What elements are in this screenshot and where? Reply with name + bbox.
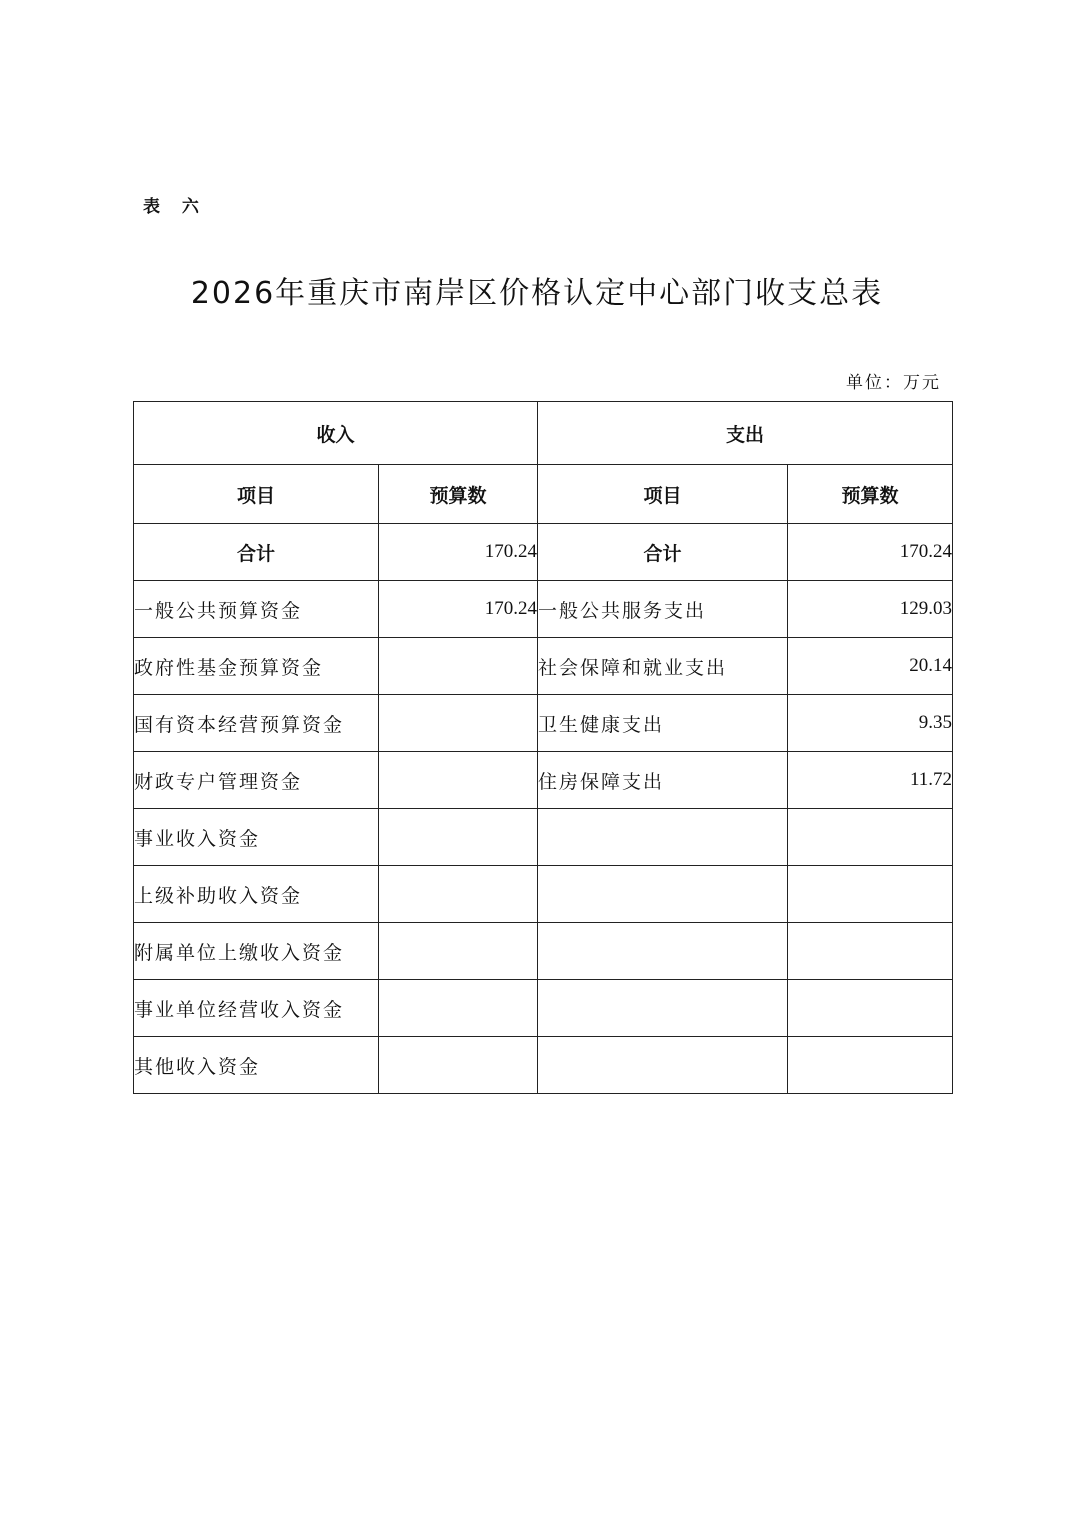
page-title: 2026年重庆市南岸区价格认定中心部门收支总表 bbox=[190, 276, 884, 311]
unit-label: 单位：万元 bbox=[846, 373, 941, 393]
expense-item bbox=[538, 1037, 788, 1094]
income-header: 收入 bbox=[134, 402, 538, 465]
income-item: 一般公共预算资金 bbox=[134, 581, 379, 638]
income-value bbox=[379, 923, 538, 980]
expense-item-header: 项目 bbox=[538, 465, 788, 524]
expense-budget-header: 预算数 bbox=[788, 465, 953, 524]
income-item-header: 项目 bbox=[134, 465, 379, 524]
table-label: 表 六 bbox=[143, 197, 207, 217]
income-budget-header: 预算数 bbox=[379, 465, 538, 524]
table-row bbox=[134, 695, 953, 752]
income-value bbox=[379, 980, 538, 1037]
expense-item bbox=[538, 866, 788, 923]
income-total-label: 合计 bbox=[134, 524, 379, 581]
expense-value: 20.14 bbox=[788, 638, 953, 695]
table-row bbox=[134, 980, 953, 1037]
budget-table bbox=[133, 401, 953, 1094]
income-value bbox=[379, 1037, 538, 1094]
income-item: 国有资本经营预算资金 bbox=[134, 695, 379, 752]
expense-value bbox=[788, 1037, 953, 1094]
expense-value bbox=[788, 866, 953, 923]
expense-item: 住房保障支出 bbox=[538, 752, 788, 809]
table-row bbox=[134, 923, 953, 980]
table-row bbox=[134, 638, 953, 695]
table-row bbox=[134, 752, 953, 809]
expense-item: 社会保障和就业支出 bbox=[538, 638, 788, 695]
income-value bbox=[379, 866, 538, 923]
table-row bbox=[134, 866, 953, 923]
income-item: 财政专户管理资金 bbox=[134, 752, 379, 809]
header-column-row bbox=[134, 465, 953, 524]
expense-value bbox=[788, 980, 953, 1037]
income-item: 事业单位经营收入资金 bbox=[134, 980, 379, 1037]
income-item: 其他收入资金 bbox=[134, 1037, 379, 1094]
expense-item bbox=[538, 809, 788, 866]
table-row bbox=[134, 1037, 953, 1094]
expense-item: 一般公共服务支出 bbox=[538, 581, 788, 638]
header-group-row bbox=[134, 402, 953, 465]
expense-total-value: 170.24 bbox=[788, 524, 953, 581]
income-item: 上级补助收入资金 bbox=[134, 866, 379, 923]
income-value bbox=[379, 695, 538, 752]
expense-value: 9.35 bbox=[788, 695, 953, 752]
expense-total-label: 合计 bbox=[538, 524, 788, 581]
expense-item: 卫生健康支出 bbox=[538, 695, 788, 752]
income-value: 170.24 bbox=[379, 581, 538, 638]
expense-value bbox=[788, 923, 953, 980]
expense-value: 129.03 bbox=[788, 581, 953, 638]
income-item: 事业收入资金 bbox=[134, 809, 379, 866]
income-value bbox=[379, 638, 538, 695]
income-value bbox=[379, 752, 538, 809]
expense-header: 支出 bbox=[538, 402, 953, 465]
table-row bbox=[134, 581, 953, 638]
income-value bbox=[379, 809, 538, 866]
expense-item bbox=[538, 980, 788, 1037]
expense-value: 11.72 bbox=[788, 752, 953, 809]
income-item: 政府性基金预算资金 bbox=[134, 638, 379, 695]
total-row bbox=[134, 524, 953, 581]
table-row bbox=[134, 809, 953, 866]
income-total-value: 170.24 bbox=[379, 524, 538, 581]
income-item: 附属单位上缴收入资金 bbox=[134, 923, 379, 980]
expense-value bbox=[788, 809, 953, 866]
expense-item bbox=[538, 923, 788, 980]
